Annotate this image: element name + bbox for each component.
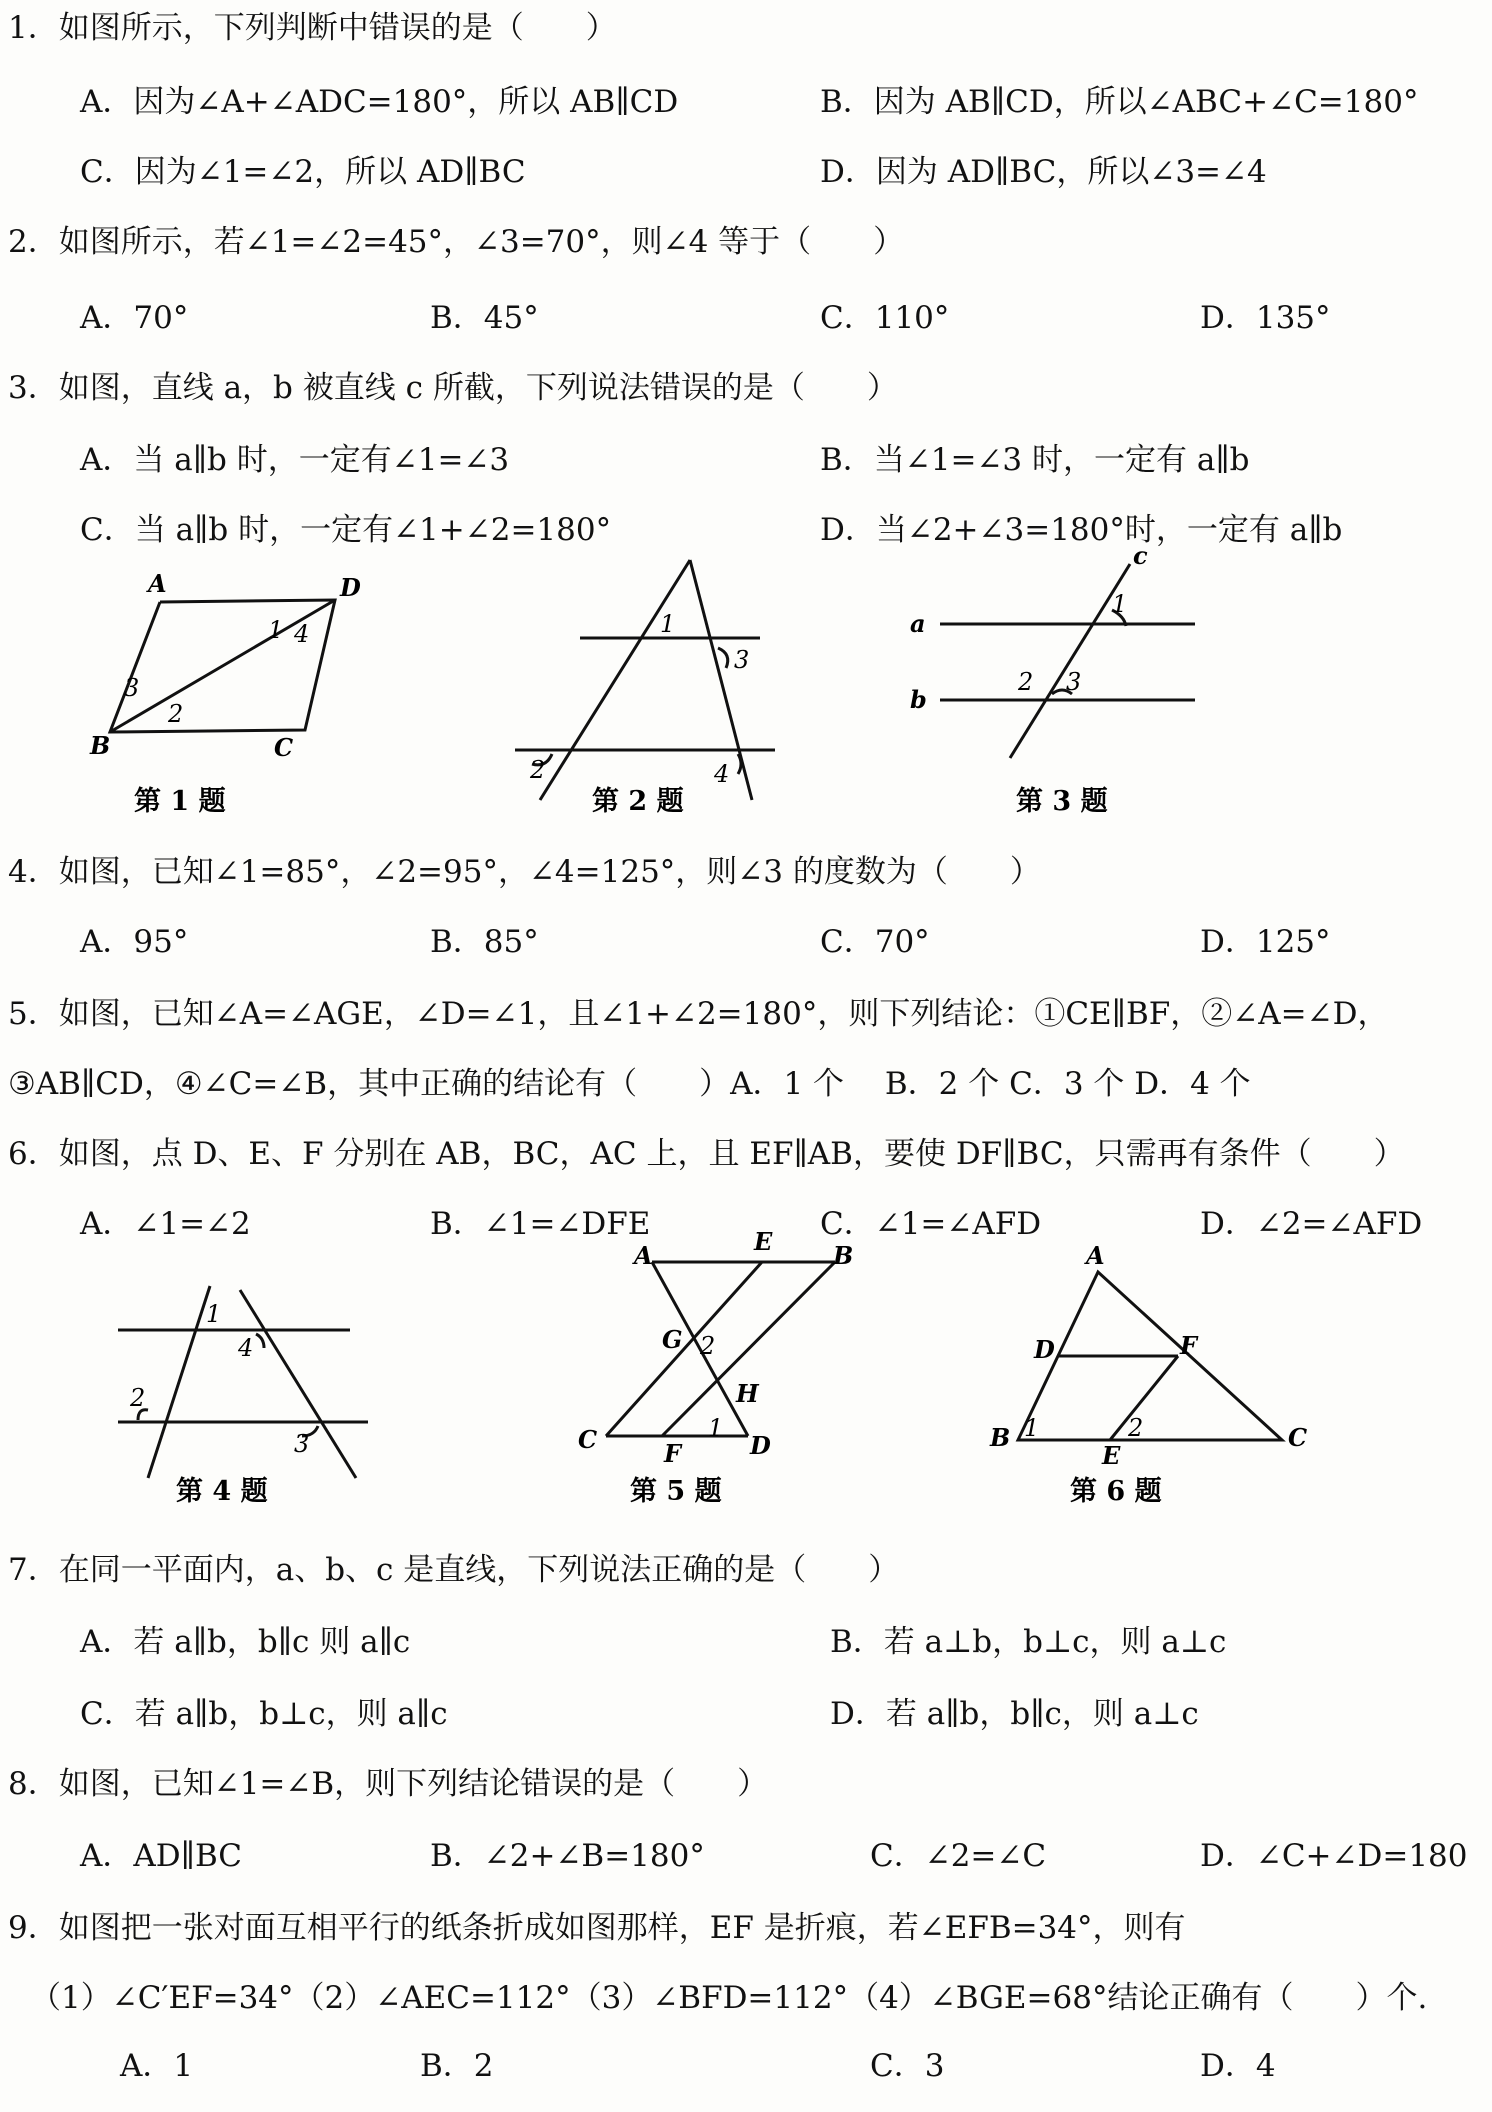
q2-option-c: C．110°: [820, 300, 950, 336]
figures-4-6: [0, 1227, 1492, 1540]
fig3-angle-3: 3: [1066, 668, 1082, 696]
q3-option-b: B．当∠1=∠3 时，一定有 a∥b: [820, 442, 1250, 478]
fig5-label-d: D: [750, 1431, 771, 1460]
q7-option-d: D．若 a∥b，b∥c，则 a⊥c: [830, 1696, 1199, 1732]
q6-option-c: C．∠1=∠AFD: [820, 1206, 1042, 1242]
fig5-label-b: B: [833, 1241, 854, 1270]
q4-option-a: A．95°: [80, 924, 189, 960]
fig6-label-e: E: [1102, 1441, 1121, 1470]
q3-option-d: D．当∠2+∠3=180°时，一定有 a∥b: [820, 512, 1343, 548]
q8-stem: 8．如图，已知∠1=∠B，则下列结论错误的是（ ）: [8, 1766, 769, 1802]
q8-option-a: A．AD∥BC: [80, 1838, 243, 1874]
q8-option-b: B．∠2+∠B=180°: [430, 1838, 705, 1874]
fig6-label-f: F: [1180, 1331, 1198, 1360]
fig2-angle-3: 3: [734, 646, 750, 674]
q2-stem: 2．如图所示，若∠1=∠2=45°，∠3=70°，则∠4 等于（ ）: [8, 224, 905, 260]
fig3-angle-1: 1: [1112, 590, 1128, 618]
fig6-label-d: D: [1034, 1335, 1055, 1364]
fig4-angle-3: 3: [294, 1430, 310, 1458]
q4-option-d: D．125°: [1200, 924, 1331, 960]
q7-stem: 7．在同一平面内，a、b、c 是直线，下列说法正确的是（ ）: [8, 1552, 900, 1588]
fig1-label-c: C: [274, 733, 294, 762]
q3-stem: 3．如图，直线 a，b 被直线 c 所截，下列说法错误的是（ ）: [8, 370, 898, 406]
fig2-angle-4: 4: [714, 760, 730, 788]
q9-line-2: （1）∠C′EF=34°（2）∠AEC=112°（3）∠BFD=112°（4）∠BGE=68°结论正确有（ ）个.: [30, 1980, 1428, 2016]
figure-6: [1018, 1272, 1282, 1440]
q8-option-c: C．∠2=∠C: [870, 1838, 1047, 1874]
fig6-label-b: B: [990, 1423, 1011, 1452]
q3-option-a: A．当 a∥b 时，一定有∠1=∠3: [80, 442, 510, 478]
fig5-angle-2: 2: [700, 1332, 716, 1360]
fig1-angle-2: 2: [168, 700, 184, 728]
figure-2: [515, 560, 775, 800]
q6-option-a: A．∠1=∠2: [80, 1206, 251, 1242]
q9-option-c: C．3: [870, 2048, 945, 2084]
fig6-angle-2: 2: [1128, 1414, 1144, 1442]
fig1-label-b: B: [90, 731, 111, 760]
fig4-angle-1: 1: [206, 1300, 222, 1328]
q9-stem: 9．如图把一张对面互相平行的纸条折成如图那样，EF 是折痕，若∠EFB=34°，则有: [8, 1910, 1186, 1946]
fig3-label-b: b: [910, 685, 927, 714]
fig2-caption: 第 2 题: [592, 786, 684, 817]
fig5-label-h: H: [736, 1379, 759, 1408]
q7-option-a: A．若 a∥b，b∥c 则 a∥c: [80, 1624, 411, 1660]
q8-option-d: D．∠C+∠D=180: [1200, 1838, 1468, 1874]
fig6-label-c: C: [1288, 1423, 1308, 1452]
figure-row-1: [0, 541, 1492, 830]
q9-option-b: B．2: [420, 2048, 494, 2084]
fig1-angle-3: 3: [124, 674, 140, 702]
fig1-label-d: D: [340, 573, 361, 602]
q7-option-c: C．若 a∥b，b⊥c，则 a∥c: [80, 1696, 448, 1732]
fig5-label-c: C: [578, 1425, 598, 1454]
fig1-caption: 第 1 题: [134, 786, 226, 817]
q2-option-d: D．135°: [1200, 300, 1331, 336]
fig5-angle-1: 1: [708, 1414, 724, 1442]
q6-option-d: D．∠2=∠AFD: [1200, 1206, 1423, 1242]
fig3-caption: 第 3 题: [1016, 786, 1108, 817]
q2-option-b: B．45°: [430, 300, 539, 336]
q4-stem: 4．如图，已知∠1=85°，∠2=95°，∠4=125°，则∠3 的度数为（ ）: [8, 854, 1041, 890]
fig5-label-e: E: [754, 1227, 773, 1256]
q9-option-a: A．1: [120, 2048, 194, 2084]
q4-option-c: C．70°: [820, 924, 930, 960]
fig2-angle-2: 2: [530, 756, 546, 784]
fig5-label-f: F: [664, 1439, 682, 1468]
fig2-angle-1: 1: [660, 610, 676, 638]
figures-1-3: [0, 541, 1492, 830]
fig6-label-a: A: [1086, 1241, 1105, 1270]
fig1-label-a: A: [148, 569, 167, 598]
fig1-angle-4: 4: [294, 620, 310, 648]
fig6-angle-1: 1: [1024, 1414, 1040, 1442]
q1-option-d: D．因为 AD∥BC，所以∠3=∠4: [820, 154, 1267, 190]
q4-option-b: B．85°: [430, 924, 539, 960]
figure-5: [606, 1262, 835, 1436]
fig4-angle-2: 2: [130, 1384, 146, 1412]
q5-line-2: ③AB∥CD，④∠C=∠B，其中正确的结论有（ ）A．1 个 B．2 个 C．3 个 D．4 个: [8, 1066, 1251, 1102]
fig4-angle-4: 4: [238, 1334, 254, 1362]
fig4-caption: 第 4 题: [176, 1476, 268, 1507]
q6-stem: 6．如图，点 D、E、F 分别在 AB，BC，AC 上，且 EF∥AB，要使 DF∥BC，只需再有条件（ ）: [8, 1136, 1405, 1172]
q5-line-1: 5．如图，已知∠A=∠AGE，∠D=∠1，且∠1+∠2=180°，则下列结论：①CE∥BF，②∠A=∠D，: [8, 996, 1389, 1032]
q1-stem: 1．如图所示，下列判断中错误的是（ ）: [8, 10, 617, 46]
figure-row-2: [0, 1227, 1492, 1540]
figure-4: [118, 1286, 368, 1478]
q2-option-a: A．70°: [80, 300, 189, 336]
q1-option-a: A．因为∠A+∠ADC=180°，所以 AB∥CD: [80, 84, 679, 120]
fig5-label-g: G: [662, 1325, 683, 1354]
fig6-caption: 第 6 题: [1070, 1476, 1162, 1507]
q1-option-c: C．因为∠1=∠2，所以 AD∥BC: [80, 154, 526, 190]
q6-option-b: B．∠1=∠DFE: [430, 1206, 651, 1242]
q7-option-b: B．若 a⊥b，b⊥c，则 a⊥c: [830, 1624, 1227, 1660]
q9-option-d: D．4: [1200, 2048, 1276, 2084]
fig3-label-a: a: [910, 609, 926, 638]
fig1-angle-1: 1: [268, 616, 284, 644]
fig3-label-c: c: [1133, 541, 1148, 570]
fig3-angle-2: 2: [1018, 668, 1034, 696]
q1-option-b: B．因为 AB∥CD，所以∠ABC+∠C=180°: [820, 84, 1419, 120]
fig5-caption: 第 5 题: [630, 1476, 722, 1507]
q3-option-c: C．当 a∥b 时，一定有∠1+∠2=180°: [80, 512, 612, 548]
fig5-label-a: A: [634, 1241, 653, 1270]
figure-3: [940, 564, 1195, 758]
